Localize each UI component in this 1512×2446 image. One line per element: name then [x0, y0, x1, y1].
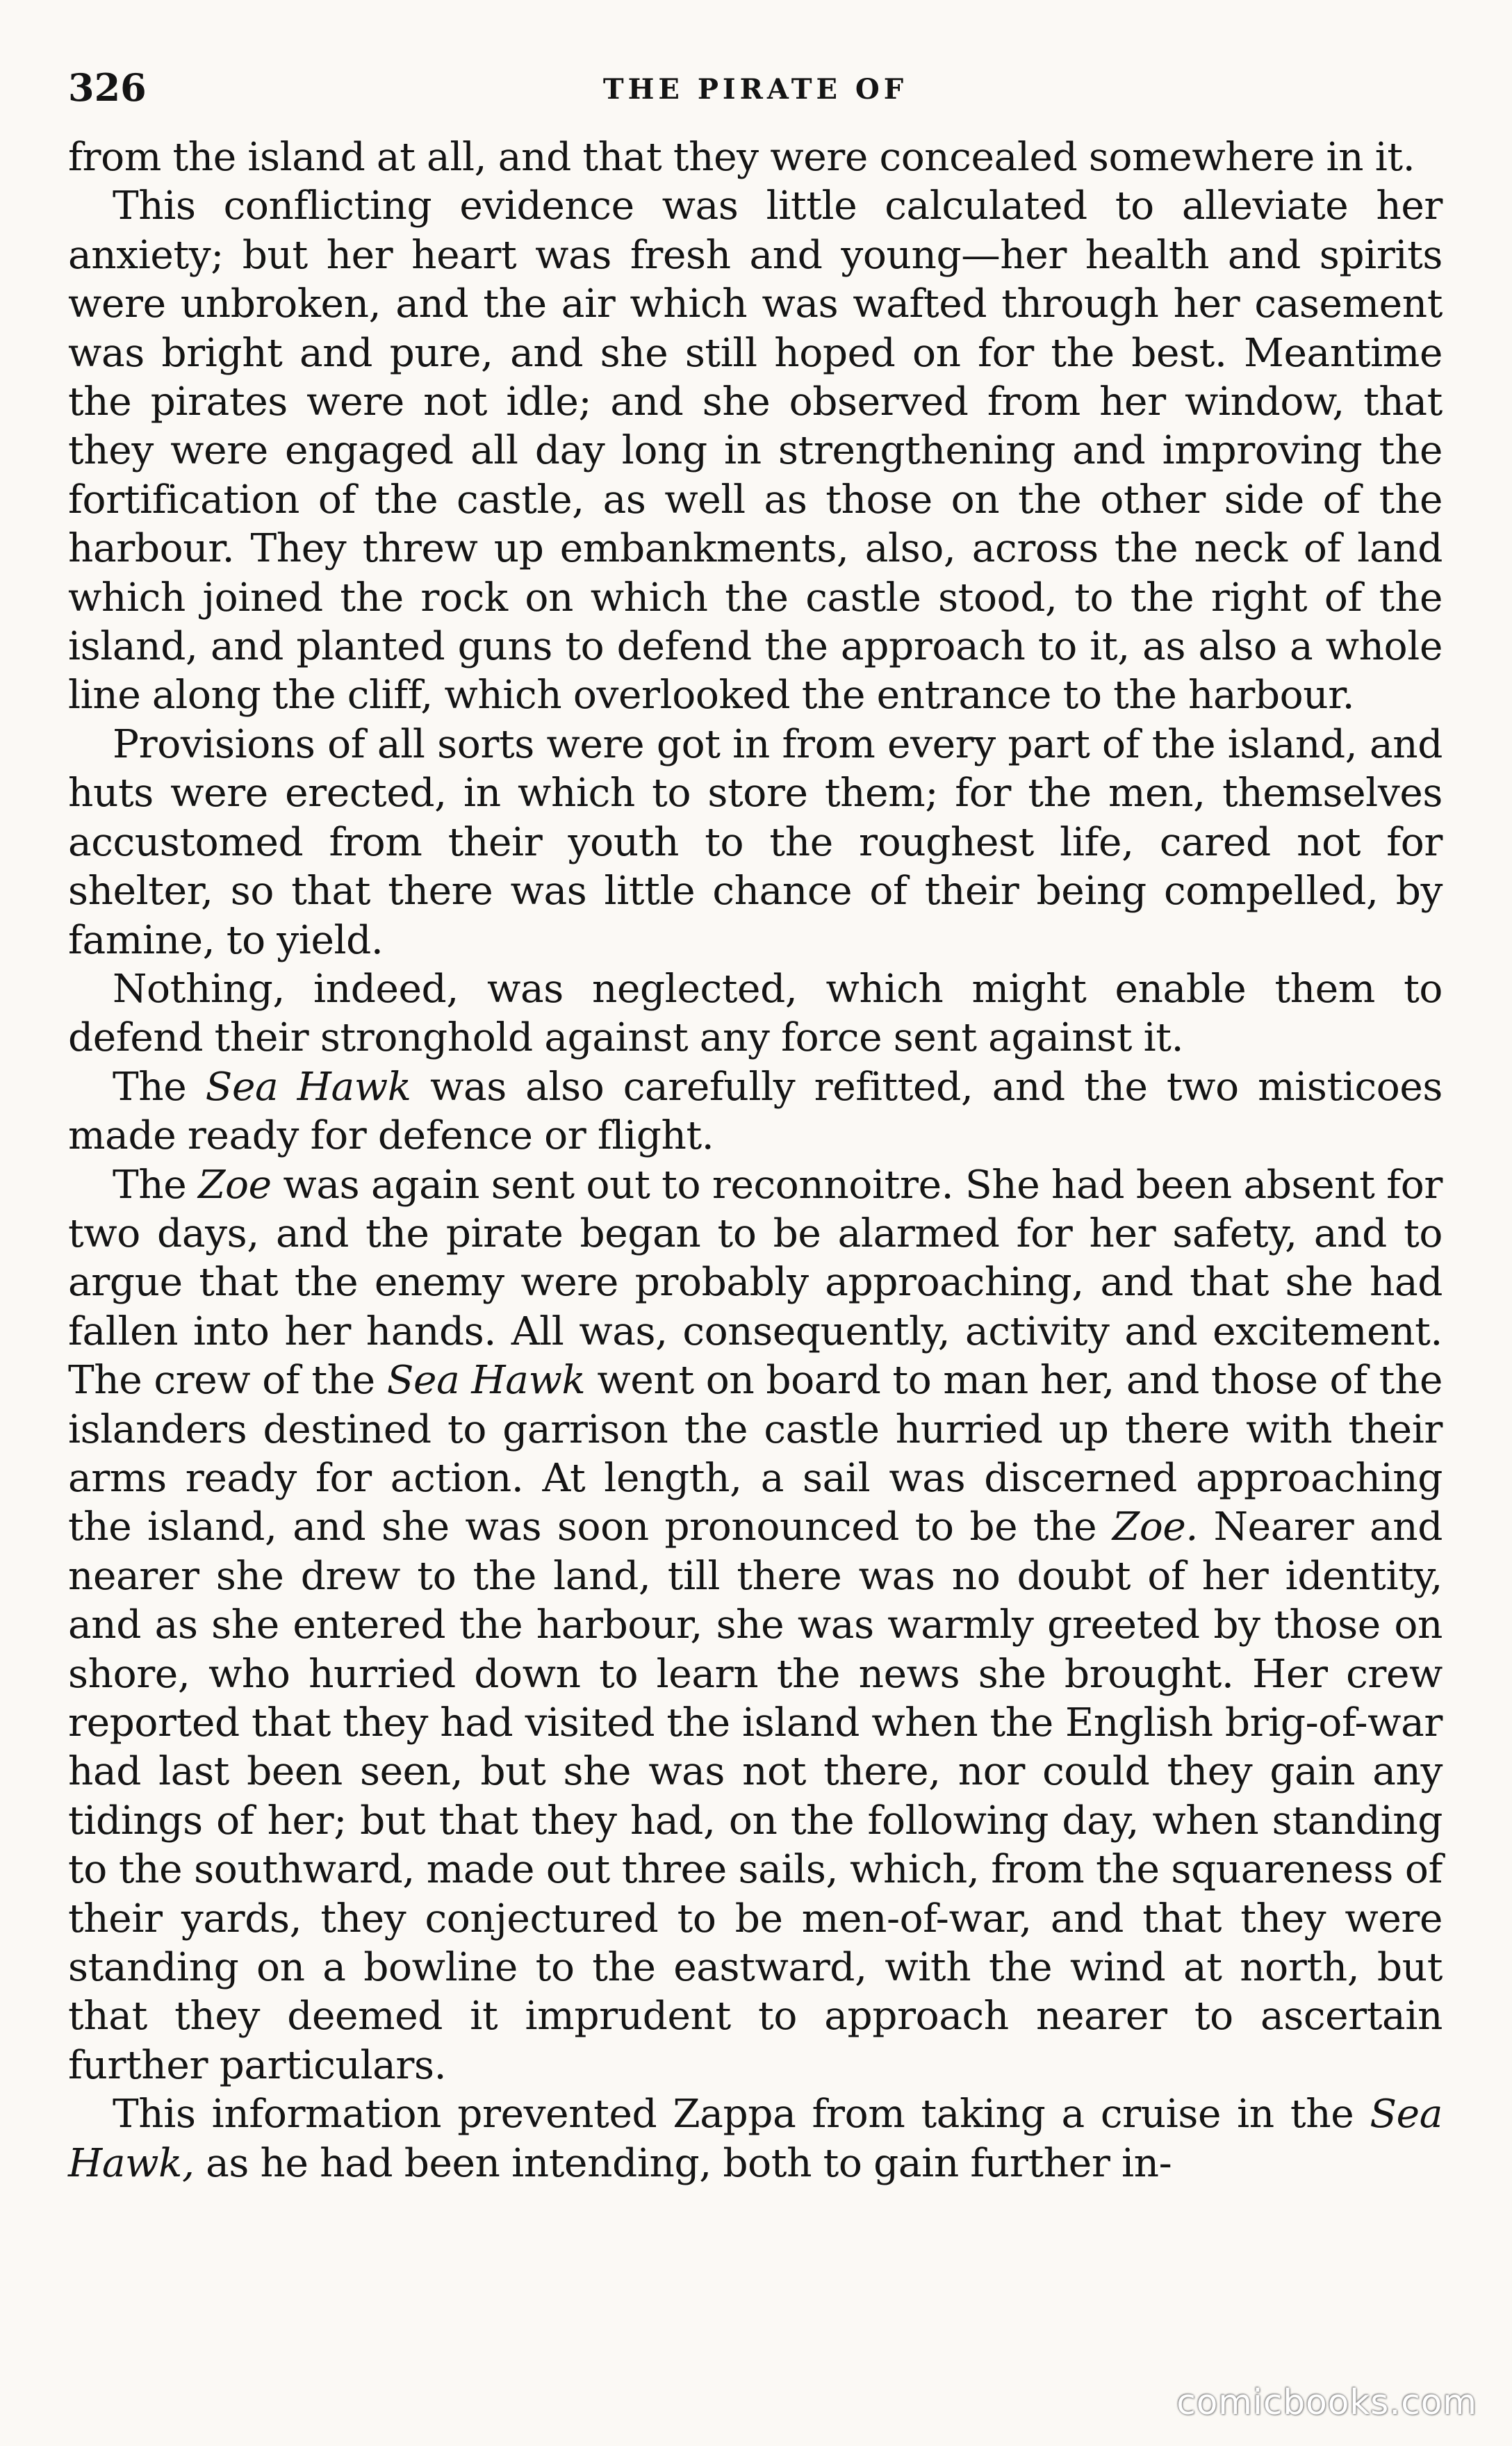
text-run: went on board to man her, and those of the islanders destined to garrison the castle hurried up there with their arms ready for action. At length, a sail was discerned approaching the island, and she was soon pronounced to be the — [68, 1358, 1443, 1550]
watermark: comicbooks.com — [1176, 2382, 1477, 2422]
paragraph — [68, 965, 1443, 1063]
italic-text-run: Zoe. — [1112, 1504, 1198, 1550]
paragraph — [68, 182, 1443, 720]
text-run: as he had been intending, both to gain further in- — [194, 2140, 1172, 2186]
paragraph — [68, 2090, 1443, 2188]
running-head: THE PIRATE OF — [602, 73, 908, 106]
page-header — [68, 67, 1443, 133]
text-run: The — [113, 1162, 199, 1208]
text-run: was also carefully refitted, and the two misticoes made ready for defence or flight. — [68, 1064, 1443, 1159]
italic-text-run: Sea Hawk — [386, 1358, 586, 1404]
text-run: from the island at all, and that they were concealed somewhere in it. — [68, 135, 1415, 180]
italic-text-run: Sea Hawk, — [68, 2092, 1443, 2186]
body-text — [68, 133, 1443, 2188]
paragraph — [68, 721, 1443, 965]
text-run: This conflicting evidence was little calculated to alleviate her anxiety; but her heart was fresh and young—her health and spirits were unbroken, and the air which was wafted through her casement was bright and pure, and she still hoped on for the best. Meantime the pirates were not idle; and she observed from her window, that they were engaged all day long in strengthening and improving the fortification of the castle, as well as those on the other side of the harbour. They threw up embankments, also, across the neck of land which joined the rock on which the castle stood, to the right of the island, and planted guns to defend the approach to it, as also a whole line along the cliff, which overlooked the entrance to the harbour. — [68, 183, 1443, 719]
text-run: This information prevented Zappa from taking a cruise in the — [113, 2092, 1370, 2137]
text-run: Provisions of all sorts were got in from every part of the island, and huts were erected, in which to store them; for the men, themselves accustomed from their youth to the roughest life, cared not for shelter, so that there was little chance of their being compelled, by famine, to yield. — [68, 721, 1443, 963]
text-run: The — [113, 1064, 206, 1110]
page-number: 326 — [68, 65, 147, 110]
paragraph — [68, 1161, 1443, 2091]
paragraph — [68, 133, 1443, 182]
text-run: Nothing, indeed, was neglected, which might enable them to defend their stronghold against any force sent against it. — [68, 966, 1443, 1061]
paragraph — [68, 1063, 1443, 1161]
italic-text-run: Zoe — [198, 1162, 272, 1208]
text-run: Nearer and nearer she drew to the land, till there was no doubt of her identity, and as she entered the harbour, she was warmly greeted by those on shore, who hurried down to learn the news she brought. Her crew reported that they had visited the island when the English brig-of-war had last been seen, but she was not there, nor could they gain any tidings of her; but that they had, on the following day, when standing to the southward, made out three sails, which, from the squareness of their yards, they conjectured to be men-of-war, and that they were standing on a bowline to the eastward, with the wind at north, but that they deemed it imprudent to approach nearer to ascertain further particulars. — [68, 1504, 1443, 2088]
italic-text-run: Sea Hawk — [205, 1064, 411, 1110]
text-run: was again sent out to reconnoitre. She had been absent for two days, and the pirate began to be alarmed for her safety, and to argue that the enemy were probably approaching, and that she had fallen into her hands. All was, consequently, activity and excitement. The crew of the — [68, 1162, 1443, 1404]
